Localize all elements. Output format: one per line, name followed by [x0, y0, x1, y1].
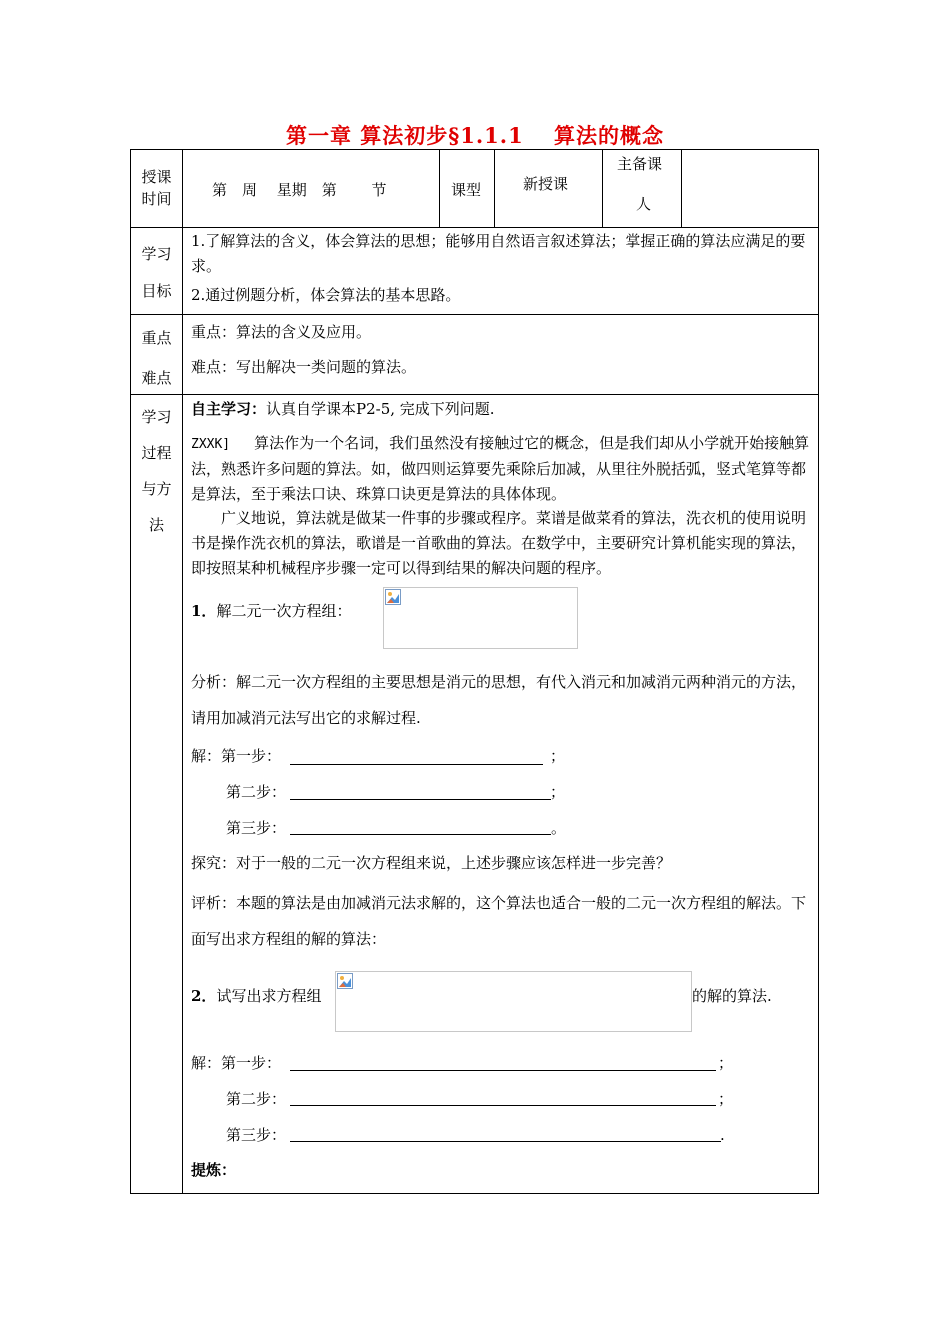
type-value: 新授课	[523, 175, 569, 193]
question-2-suffix: 的解的算法.	[692, 987, 772, 1005]
column-divider	[182, 149, 183, 1194]
column-divider	[494, 149, 495, 227]
key-point: 重点：算法的含义及应用。	[191, 323, 372, 341]
question-1: 1．解二元一次方程组：	[191, 602, 352, 620]
intro-paragraph: ZXXK] 算法作为一个名词，我们虽然没有接触过它的概念，但是我们却从小学就开始接触算法，熟悉许多问题的算法。如，做四则运算要先乘除后加减，从里往外脱括弧，竖式笔算等都是算法，至于乘法口诀、珠算口诀更是算法的具体体现。	[191, 434, 810, 503]
step-end: 。	[551, 819, 567, 837]
step-end: ；	[550, 747, 566, 765]
row-divider	[130, 227, 819, 228]
explore-text: 探究：对于一般的二元一次方程组来说，上述步骤应该怎样进一步完善？	[191, 854, 672, 872]
objective-1: 1.了解算法的含义，体会算法的思想；能够用自然语言叙述算法；掌握正确的算法应满足的要求。	[191, 232, 806, 275]
preparer-label-cont: 人	[636, 195, 652, 213]
time-placeholder: 第 周 星期 第 节	[212, 181, 387, 199]
answer-blank[interactable]	[290, 834, 551, 835]
zxxk-tag: ZXXK]	[191, 437, 231, 452]
answer-blank[interactable]	[290, 764, 543, 765]
objectives-label: 学习 目标	[141, 245, 172, 300]
step-2-label: 第二步：	[226, 783, 287, 801]
step-3-label: 第三步：	[226, 819, 287, 837]
row-divider	[130, 314, 819, 315]
difficulty-point: 难点：写出解决一类问题的算法。	[191, 358, 417, 376]
step-end: ；	[550, 783, 566, 801]
analysis-text: 分析：解二元一次方程组的主要思想是消元的思想，有代入消元和加减消元两种消元的方法，请用加减消元法写出它的求解过程.	[191, 673, 807, 727]
refine-label: 提炼：	[191, 1161, 237, 1179]
answer-blank[interactable]	[290, 799, 551, 800]
time-label: 授课 时间	[141, 168, 172, 208]
self-study-line: 自主学习：认真自学课本P2-5, 完成下列问题.	[191, 400, 495, 418]
preparer-label: 主备课	[617, 155, 663, 173]
row-divider	[130, 394, 819, 395]
broken-image-icon	[385, 589, 401, 605]
step-1-label: 解：第一步：	[191, 1054, 282, 1072]
equation-system-image	[383, 587, 578, 649]
step-end: ；	[718, 1054, 734, 1072]
equation-system-image	[335, 971, 692, 1032]
key-points-label: 重点 难点	[141, 329, 172, 387]
answer-blank[interactable]	[290, 1141, 721, 1142]
process-label: 学习 过程 与方 法	[141, 408, 172, 534]
comment-text: 评析：本题的算法是由加减消元法求解的，这个算法也适合一般的二元一次方程组的解法。下面写出求方程组的解的算法：	[191, 894, 807, 948]
page-title: 第一章 算法初步§1.1.1 算法的概念	[285, 123, 665, 148]
definition-paragraph: 广义地说，算法就是做某一件事的步骤或程序。菜谱是做菜肴的算法，洗衣机的使用说明书是操作洗衣机的算法，歌谱是一首歌曲的算法。在数学中，主要研究计算机能实现的算法，即按照某种机械程序步骤一定可以得到结果的解决问题的程序。	[191, 509, 807, 577]
answer-blank[interactable]	[290, 1105, 716, 1106]
broken-image-icon	[337, 973, 353, 989]
step-1-label: 解：第一步：	[191, 747, 282, 765]
column-divider	[681, 149, 682, 227]
column-divider	[602, 149, 603, 227]
answer-blank[interactable]	[290, 1070, 716, 1071]
objective-2: 2.通过例题分析，体会算法的基本思路。	[191, 286, 461, 304]
type-label: 课型	[451, 181, 482, 199]
step-end: ；	[718, 1090, 734, 1108]
step-2-label: 第二步：	[226, 1090, 287, 1108]
step-3-label: 第三步：	[226, 1126, 287, 1144]
column-divider	[439, 149, 440, 227]
question-2: 2．试写出求方程组	[191, 987, 322, 1005]
step-end: .	[720, 1126, 725, 1144]
